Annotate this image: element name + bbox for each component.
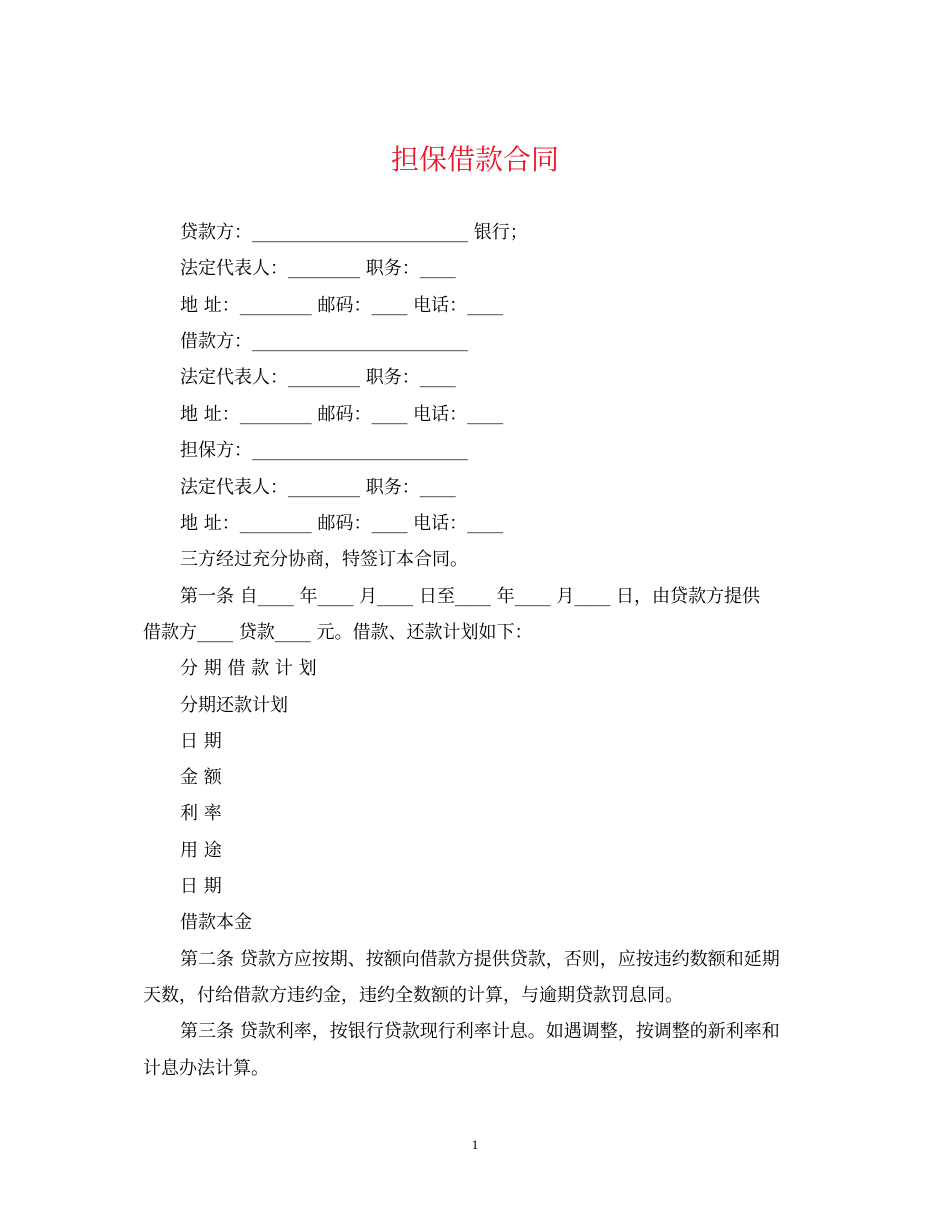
article-one-line-2: 借款方____ 贷款____ 元。借款、还款计划如下： [143,622,533,643]
lender-address-line: 地 址：________ 邮码：____ 电话：____ [180,295,504,316]
lender-representative-line: 法定代表人：________ 职务：____ [180,258,456,279]
guarantor-address-line: 地 址：________ 邮码：____ 电话：____ [180,513,504,534]
lender-line: 贷款方：________________________ 银行； [180,222,528,243]
document-title: 担保借款合同 [390,143,559,176]
article-two-line-1: 第二条 贷款方应按期、按额向借款方提供贷款，否则，应按违约数额和延期 [180,949,780,970]
agreement-statement: 三方经过充分协商，特签订本合同。 [180,549,468,570]
article-three-line-1: 第三条 贷款利率，按银行贷款现行利率计息。如遇调整，按调整的新利率和 [180,1021,780,1042]
article-one-line-1: 第一条 自____ 年____ 月____ 日至____ 年____ 月____ 日，由贷款方提供 [180,586,761,607]
borrower-representative-line: 法定代表人：________ 职务：____ [180,367,456,388]
loan-principal-label: 借款本金 [180,912,252,933]
page-number: 1 [471,1137,479,1152]
installment-loan-plan-label: 分 期 借 款 计 划 [180,658,317,679]
purpose-label: 用 途 [180,840,222,861]
installment-repayment-plan-label: 分期还款计划 [180,695,288,716]
borrower-line: 借款方：________________________ [180,331,468,352]
guarantor-representative-line: 法定代表人：________ 职务：____ [180,477,456,498]
interest-rate-label: 利 率 [180,803,222,824]
second-date-label: 日 期 [180,876,222,897]
article-three-line-2: 计息办法计算。 [143,1058,269,1079]
guarantor-line: 担保方：________________________ [180,440,468,461]
borrower-address-line: 地 址：________ 邮码：____ 电话：____ [180,404,504,425]
amount-label: 金 额 [180,767,222,788]
date-label: 日 期 [180,731,222,752]
article-two-line-2: 天数，付给借款方违约金，违约全数额的计算，与逾期贷款罚息同。 [143,985,683,1006]
